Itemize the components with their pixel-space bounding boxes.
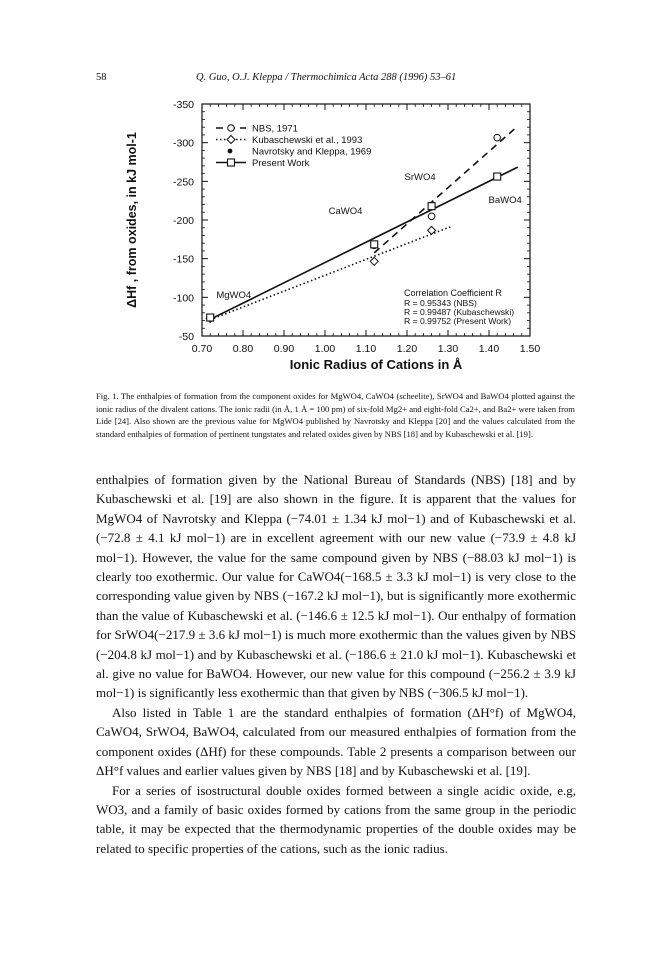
y-axis-label: ΔHf , from oxides, in kJ mol-1 (125, 132, 139, 308)
x-tick-label: 1.50 (519, 343, 541, 355)
page-header (96, 72, 596, 88)
legend-label: Navrotsky and Kleppa, 1969 (252, 146, 372, 158)
x-tick-label: 1.30 (437, 343, 459, 355)
correlation-title: Correlation Coefficient R (404, 288, 502, 298)
body-text (96, 470, 576, 858)
legend-marker (228, 159, 235, 166)
y-tick-label: -300 (172, 137, 194, 150)
correlation-line: R = 0.95343 (NBS) (404, 298, 477, 308)
legend-marker (228, 125, 235, 132)
data-point (494, 134, 501, 141)
running-head: Q. Guo, O.J. Kleppa / Thermochimica Acta 288 (1996) 53–61 (196, 72, 457, 83)
x-tick-label: 1.00 (314, 343, 336, 355)
x-tick-label: 0.70 (191, 343, 213, 355)
x-tick-label: 1.10 (355, 343, 377, 355)
y-tick-label: -100 (172, 292, 194, 305)
legend-marker (227, 136, 235, 144)
data-point (428, 203, 435, 210)
figure-caption: Fig. 1. The enthalpies of formation from the component oxides for MgWO4, CaWO4 (scheelite), SrWO4 and BaWO4 plotted against the ionic radius of the divalent cations. The ionic radii (in Å, 1 Å = 100 pm) of six-fold Mg2+ and eight-fold Ca2+, and Ba2+ were taken from Lide [24]. Also shown are the previous value for MgWO4 published by Navrotsky and Kleppa [20] and the values calculated from the standard enthalpies of formation of pertinent tungstates and related oxides given by NBS [18] and by Kubaschewski et al. [19]. (96, 391, 575, 439)
compound-label: BaWO4 (488, 194, 522, 206)
data-point (428, 213, 435, 220)
legend-label: Present Work (252, 158, 310, 169)
paragraph-2: Also listed in Table 1 are the standard enthalpies of formation (ΔH°f) of MgWO4, CaWO4, SrWO4, BaWO4, calculated from our measured enthalpies of formation from the component oxides (ΔHf) for these compounds. Table 2 presents a comparison between our ΔH°f values and earlier values given by NBS [18] and by Kubaschewski et al. [19]. (96, 704, 576, 779)
correlation-line: R = 0.99487 (Kubaschewski) (404, 307, 515, 317)
x-tick-label: 1.20 (396, 343, 418, 355)
y-tick-label: -350 (172, 99, 194, 111)
data-point (371, 241, 378, 248)
legend-marker (228, 149, 233, 154)
y-tick-label: -200 (172, 215, 194, 227)
x-axis-label: Ionic Radius of Cations in Å (289, 357, 463, 372)
paragraph-3: For a series of isostructural double oxides formed between a single acidic oxide, e.g, WO3, and a family of basic oxides formed by cations from the same group in the periodic table, it may be expected that the thermodynamic properties of the double oxides may be related to specific properties of the cations, such as the ionic radius. (96, 782, 576, 856)
page-number: 58 (96, 72, 107, 83)
data-point (207, 314, 214, 321)
compound-label: SrWO4 (404, 171, 436, 183)
fit-line (374, 126, 518, 253)
compound-label: CaWO4 (328, 205, 363, 217)
figure-1-chart (112, 96, 552, 386)
x-tick-label: 0.90 (273, 343, 295, 355)
data-point (370, 257, 378, 265)
y-tick-label: -250 (172, 176, 194, 189)
compound-label: MgWO4 (216, 290, 252, 302)
legend-label: Kubaschewski et al., 1993 (252, 135, 363, 146)
legend-label: NBS, 1971 (252, 123, 298, 135)
y-tick-label: -150 (172, 253, 194, 266)
y-tick-label: -50 (178, 331, 194, 343)
x-tick-label: 1.40 (478, 343, 500, 355)
paragraph-1: enthalpies of formation given by the National Bureau of Standards (NBS) [18] and by Kubaschewski et al. [19] are also shown in the figure. It is apparent that the values for MgWO4 of Navrotsky and Kleppa (−74.01 ± 1.34 kJ mol−1) and of Kubaschewski et al. (−72.8 ± 4.1 kJ mol−1) are in excellent agreement with our new value (−73.9 ± 4.8 kJ mol−1). However, the value for the same compound given by NBS (−88.03 kJ mol−1) is clearly too exothermic. Our value for CaWO4(−168.5 ± 3.3 kJ mol−1) is very close to the corresponding value given by NBS (−167.2 kJ mol−1), but is significantly more exothermic than the value of Kubaschewski et al. (−146.6 ± 12.5 kJ mol−1). Our enthalpy of formation for SrWO4(−217.9 ± 3.6 kJ mol−1) is much more exothermic than the values given by NBS (−204.8 kJ mol−1) and by Kubaschewski et al. (−186.6 ± 21.0 kJ mol−1). Kubaschewski et al. give no value for BaWO4. However, our new value for this compound (−256.2 ± 3.9 kJ mol−1) is significantly less exothermic than that given by NBS (−306.5 kJ mol−1). (96, 472, 576, 701)
data-point (494, 173, 501, 180)
x-tick-label: 0.80 (232, 343, 254, 355)
correlation-line: R = 0.99752 (Present Work) (404, 316, 512, 326)
